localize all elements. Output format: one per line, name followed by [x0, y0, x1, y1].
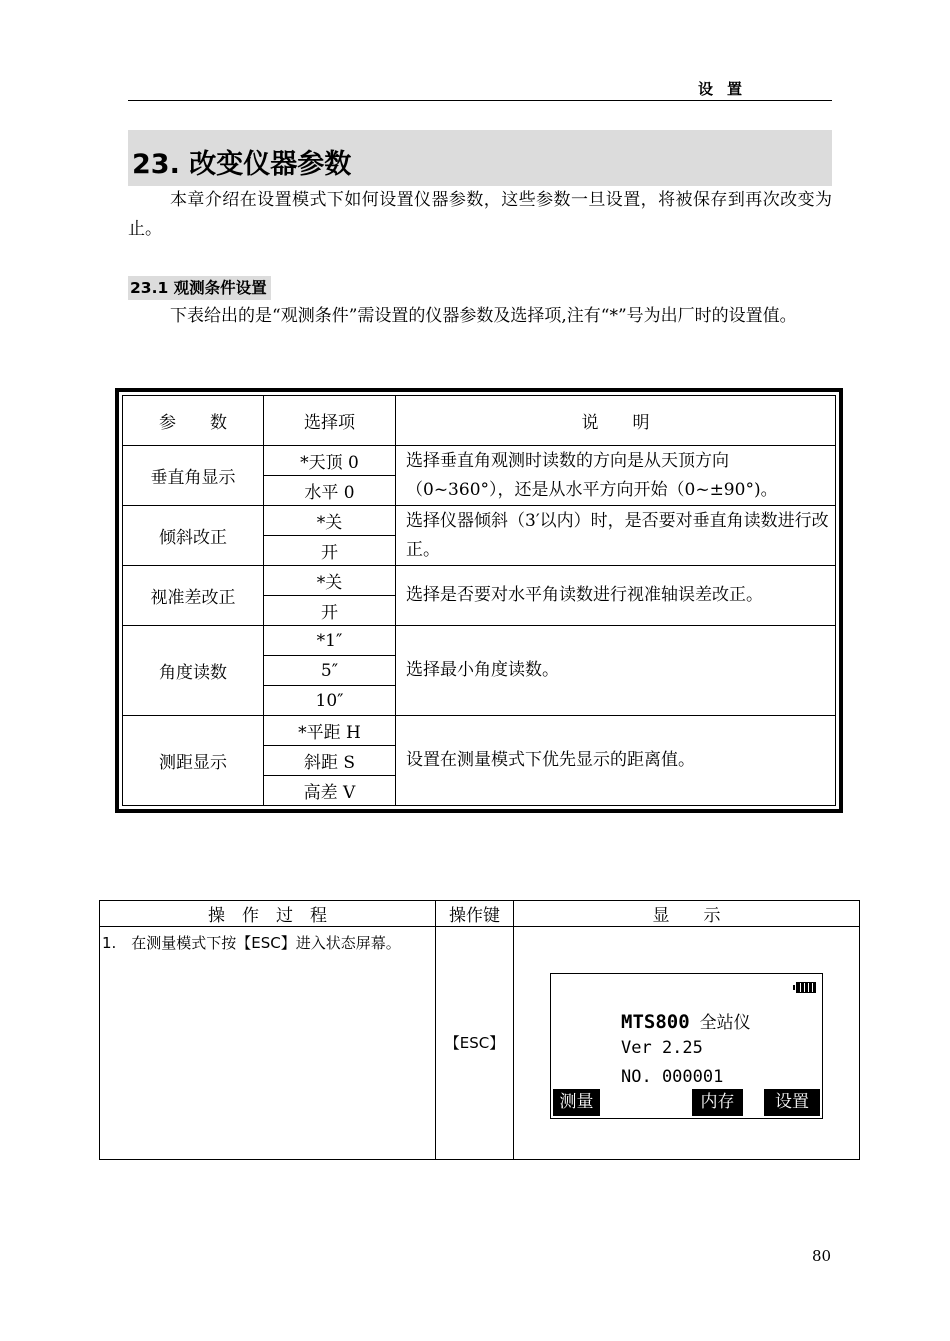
- step-text: 1. 在测量模式下按【ESC】进入状态屏幕。: [102, 934, 401, 952]
- desc-cell: 选择垂直角观测时读数的方向是从天顶方向（0~360°），还是从水平方向开始（0~±90°)。: [396, 446, 836, 506]
- param-tilt-correction: 倾斜改正: [123, 506, 264, 566]
- option-cell: *关: [264, 506, 396, 536]
- battery-icon: [796, 982, 816, 993]
- screen-version: Ver 2.25: [621, 1038, 703, 1058]
- header-desc: 说 明: [396, 396, 836, 446]
- parameter-table: [122, 395, 836, 806]
- param-collimation-correction: 视准差改正: [123, 566, 264, 626]
- ops-header-process: 操 作 过 程: [100, 901, 436, 927]
- intro-paragraph: 本章介绍在设置模式下如何设置仪器参数，这些参数一旦设置，将被保存到再次改变为止。: [128, 190, 832, 239]
- chapter-title: 23. 改变仪器参数: [132, 149, 352, 180]
- option-cell: 10″: [264, 686, 396, 716]
- option-cell: 斜距 S: [264, 746, 396, 776]
- section-paragraph: 下表给出的是“观测条件”需设置的仪器参数及选择项,注有“*”号为出厂时的设置值。: [170, 306, 797, 326]
- desc-cell: 设置在测量模式下优先显示的距离值。: [396, 716, 836, 806]
- option-cell: *平距 H: [264, 716, 396, 746]
- option-cell: 开: [264, 536, 396, 566]
- section-heading: 23.1 观测条件设置: [128, 276, 271, 300]
- option-cell: 5″: [264, 656, 396, 686]
- desc-cell: 选择是否要对水平角读数进行视准轴误差改正。: [396, 566, 836, 626]
- chapter-title-bar: [128, 130, 832, 186]
- desc-cell: 选择仪器倾斜（3′以内）时，是否要对垂直角读数进行改正。: [396, 506, 836, 566]
- option-cell: *1″: [264, 626, 396, 656]
- instrument-screen: [550, 973, 823, 1119]
- option-cell: *关: [264, 566, 396, 596]
- desc-cell: 选择最小角度读数。: [396, 626, 836, 716]
- ops-header-display: 显 示: [514, 901, 860, 927]
- screen-model: MTS800: [621, 1011, 690, 1033]
- screen-model-suffix: 全站仪: [699, 1013, 751, 1033]
- screen-serial: NO. 000001: [621, 1067, 724, 1087]
- option-cell: *天顶 0: [264, 446, 396, 476]
- ops-header-key: 操作键: [436, 901, 514, 927]
- esc-key-label: 【ESC】: [444, 1034, 505, 1052]
- header-options: 选择项: [264, 396, 396, 446]
- running-title: 设置: [697, 80, 756, 98]
- option-cell: 开: [264, 596, 396, 626]
- param-angle-reading: 角度读数: [123, 626, 264, 716]
- param-vertical-angle: 垂直角显示: [123, 446, 264, 506]
- running-header: [128, 80, 832, 101]
- operation-table: [99, 900, 860, 1160]
- page-number: 80: [812, 1247, 832, 1265]
- header-param: 参 数: [123, 396, 264, 446]
- softkey-settings[interactable]: 设置: [764, 1089, 820, 1116]
- param-distance-display: 测距显示: [123, 716, 264, 806]
- option-cell: 高差 V: [264, 776, 396, 806]
- option-cell: 水平 0: [264, 476, 396, 506]
- softkey-measure[interactable]: 测量: [553, 1089, 600, 1116]
- softkey-memory[interactable]: 内存: [692, 1089, 743, 1116]
- screen-model-line: [621, 1008, 751, 1033]
